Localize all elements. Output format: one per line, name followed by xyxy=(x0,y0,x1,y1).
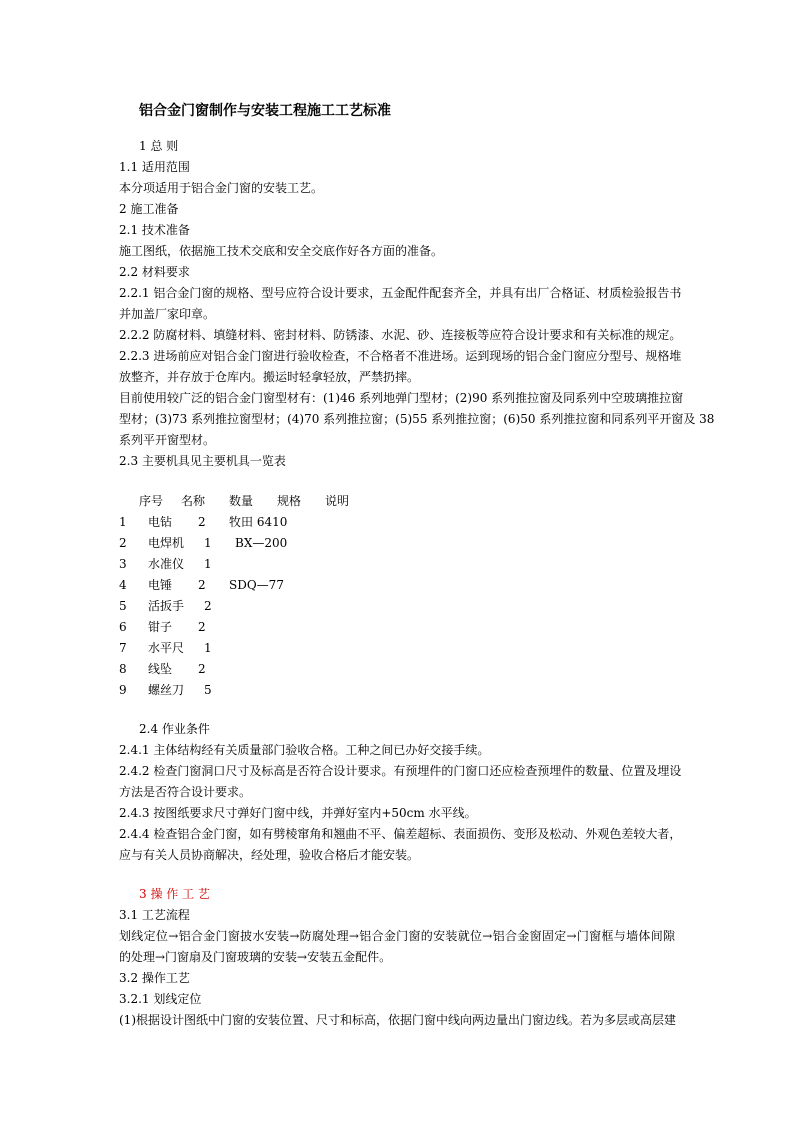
table-cell: 1 xyxy=(204,557,212,571)
paragraph: (1)根据设计图纸中门窗的安装位置、尺寸和标高，依据门窗中线向两边量出门窗边线。若为多层或高层建 xyxy=(119,1013,677,1027)
table-cell: 2 xyxy=(198,515,206,529)
paragraph: 型材；(3)73 系列推拉窗型材；(4)70 系列推拉窗；(5)55 系列推拉窗；(6)50 系列推拉窗和同系列平开窗及 38 xyxy=(119,412,715,426)
table-cell: 活扳手 xyxy=(148,599,185,613)
heading-preparation: 2 施工准备 xyxy=(119,202,179,216)
table-cell: 7 xyxy=(119,641,127,655)
table-cell: 线坠 xyxy=(148,662,173,676)
table-header: 名称 xyxy=(181,494,206,508)
heading-work-conditions: 2.4 作业条件 xyxy=(139,722,210,736)
heading-materials: 2.2 材料要求 xyxy=(119,265,190,279)
document-title: 铝合金门窗制作与安装工程施工工艺标准 xyxy=(139,103,391,119)
table-cell: 6 xyxy=(119,620,127,634)
table-cell: 9 xyxy=(119,683,127,697)
table-cell: 3 xyxy=(119,557,127,571)
table-cell: 2 xyxy=(198,662,206,676)
heading-tech-prep: 2.1 技术准备 xyxy=(119,223,190,237)
heading-process-flow: 3.1 工艺流程 xyxy=(119,908,190,922)
table-header: 数量 xyxy=(229,494,254,508)
table-cell: 电锤 xyxy=(148,578,173,592)
table-cell: 8 xyxy=(119,662,127,676)
paragraph: 划线定位→铝合金门窗披水安装→防腐处理→铝合金门窗的安装就位→铝合金窗固定→门窗框与墙体间隙 xyxy=(119,929,675,943)
heading-scope: 1.1 适用范围 xyxy=(119,160,190,174)
table-cell: 2 xyxy=(204,599,212,613)
table-cell: 5 xyxy=(119,599,127,613)
table-cell: 螺丝刀 xyxy=(148,683,185,697)
heading-operation-process: 3 操 作 工 艺 xyxy=(139,887,210,901)
table-cell: 电钻 xyxy=(148,515,173,529)
paragraph: 并加盖厂家印章。 xyxy=(119,307,216,321)
table-cell: 1 xyxy=(204,641,212,655)
paragraph: 2.4.2 检查门窗洞口尺寸及标高是否符合设计要求。有预埋件的门窗口还应检查预埋件的数量、位置及埋设 xyxy=(119,764,682,778)
table-cell: 钳子 xyxy=(148,620,173,634)
heading-general: 1 总 则 xyxy=(139,139,179,153)
paragraph: 放整齐，并存放于仓库内。搬运时轻拿轻放，严禁扔摔。 xyxy=(119,370,420,384)
table-header: 规格 xyxy=(277,494,302,508)
paragraph: 2.2.2 防腐材料、填缝材料、密封材料、防锈漆、水泥、砂、连接板等应符合设计要求和有关标准的规定。 xyxy=(119,328,682,342)
table-cell: 水平尺 xyxy=(148,641,185,655)
paragraph: 本分项适用于铝合金门窗的安装工艺。 xyxy=(119,181,324,195)
heading-tools: 2.3 主要机具见主要机具一览表 xyxy=(119,454,286,468)
table-cell: 2 xyxy=(198,578,206,592)
table-cell: 1 xyxy=(204,536,212,550)
paragraph: 2.2.3 进场前应对铝合金门窗进行验收检查，不合格者不准进场。运到现场的铝合金门窗应分型号、规格堆 xyxy=(119,349,682,363)
table-header: 序号 xyxy=(139,494,164,508)
paragraph: 方法是否符合设计要求。 xyxy=(119,785,252,799)
table-header: 说明 xyxy=(325,494,350,508)
heading-marking: 3.2.1 划线定位 xyxy=(119,992,202,1006)
heading-operation: 3.2 操作工艺 xyxy=(119,971,190,985)
paragraph: 目前使用较广泛的铝合金门窗型材有：(1)46 系列地弹门型材；(2)90 系列推拉窗及同系列中空玻璃推拉窗 xyxy=(119,391,684,405)
table-cell: SDQ—77 xyxy=(229,578,284,592)
table-cell: 电焊机 xyxy=(148,536,185,550)
paragraph: 应与有关人员协商解决，经处理，验收合格后才能安装。 xyxy=(119,848,420,862)
table-cell: BX—200 xyxy=(235,536,288,550)
paragraph: 2.4.3 按图纸要求尺寸弹好门窗中线，并弹好室内+50cm 水平线。 xyxy=(119,806,477,820)
paragraph: 系列平开窗型材。 xyxy=(119,433,216,447)
paragraph: 的处理→门窗扇及门窗玻璃的安装→安装五金配件。 xyxy=(119,950,392,964)
paragraph: 2.4.4 检查铝合金门窗，如有劈棱窜角和翘曲不平、偏差超标、表面损伤、变形及松动、外观色差较大者， xyxy=(119,827,682,841)
table-cell: 4 xyxy=(119,578,127,592)
table-cell: 5 xyxy=(204,683,212,697)
table-cell: 2 xyxy=(198,620,206,634)
paragraph: 施工图纸，依据施工技术交底和安全交底作好各方面的准备。 xyxy=(119,244,444,258)
table-cell: 1 xyxy=(119,515,127,529)
paragraph: 2.2.1 铝合金门窗的规格、型号应符合设计要求，五金配件配套齐全，并具有出厂合格证、材质检验报告书 xyxy=(119,286,682,300)
table-cell: 2 xyxy=(119,536,127,550)
table-cell: 牧田 6410 xyxy=(229,515,288,529)
paragraph: 2.4.1 主体结构经有关质量部门验收合格。工种之间已办好交接手续。 xyxy=(119,743,490,757)
table-cell: 水准仪 xyxy=(148,557,185,571)
